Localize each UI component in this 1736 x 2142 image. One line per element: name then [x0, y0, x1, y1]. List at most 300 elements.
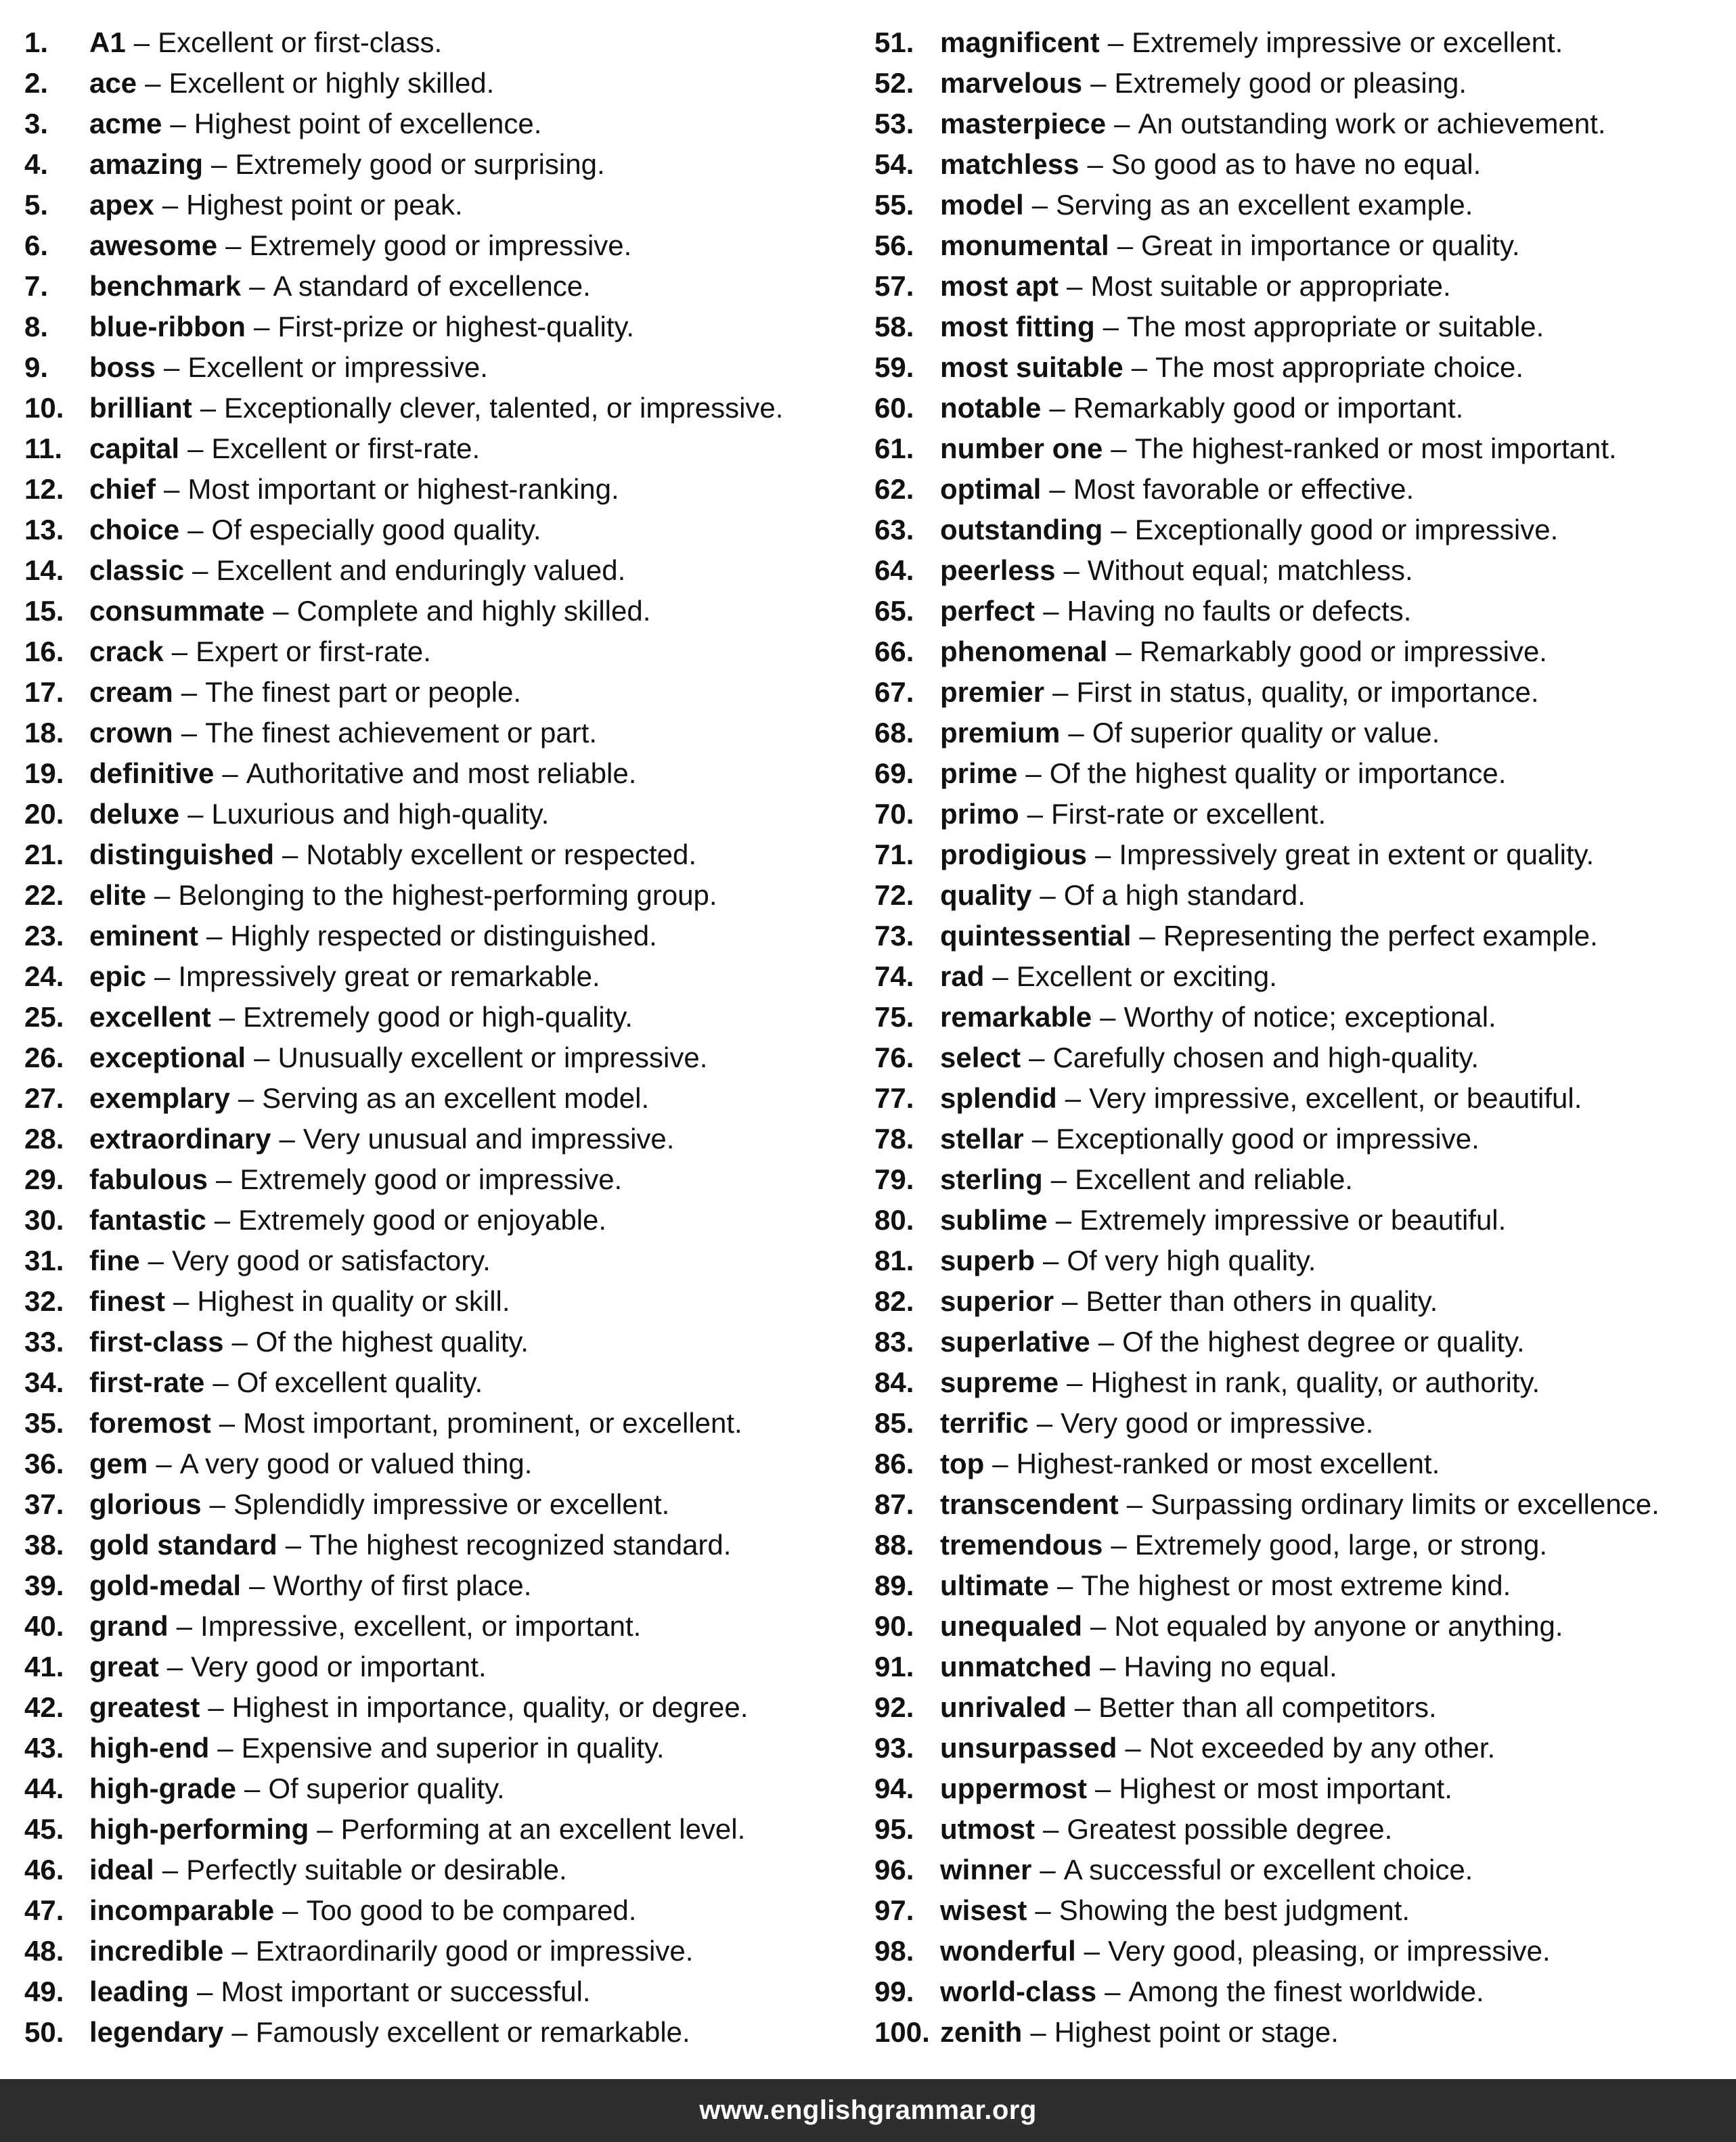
item-separator: –	[176, 1610, 193, 1642]
item-separator: –	[1049, 392, 1065, 424]
list-item	[24, 225, 857, 266]
item-word: glorious	[89, 1488, 202, 1520]
item-number: 13.	[24, 514, 64, 545]
item-definition: Without equal; matchless.	[1087, 554, 1413, 586]
item-separator: –	[273, 595, 289, 627]
item-definition: Better than all competitors.	[1098, 1691, 1437, 1723]
item-number: 77.	[874, 1082, 914, 1114]
item-number: 22.	[24, 879, 64, 911]
item-number: 16.	[24, 635, 64, 667]
list-item	[874, 1362, 1727, 1403]
item-definition: Very good or impressive.	[1061, 1407, 1374, 1439]
item-separator: –	[156, 1448, 172, 1479]
item-word: crown	[89, 717, 173, 749]
item-separator: –	[1043, 1813, 1059, 1845]
list-item	[874, 510, 1727, 550]
item-separator: –	[181, 676, 198, 708]
list-item	[24, 713, 857, 753]
item-separator: –	[254, 1042, 270, 1073]
item-number: 30.	[24, 1204, 64, 1236]
item-separator: –	[214, 1204, 231, 1236]
item-word: wisest	[940, 1894, 1027, 1926]
item-word: superb	[940, 1245, 1036, 1276]
item-word: eminent	[89, 920, 199, 952]
item-definition: Great in importance or quality.	[1141, 229, 1520, 261]
item-number: 18.	[24, 717, 64, 749]
item-number: 29.	[24, 1163, 64, 1195]
item-separator: –	[219, 1001, 236, 1033]
item-definition: Worthy of notice; exceptional.	[1123, 1001, 1496, 1033]
item-definition: Serving as an excellent model.	[262, 1082, 650, 1114]
item-definition: Better than others in quality.	[1086, 1285, 1438, 1317]
item-word: blue-ribbon	[89, 311, 246, 342]
item-definition: Impressive, excellent, or important.	[200, 1610, 642, 1642]
item-separator: –	[249, 1569, 265, 1601]
item-separator: –	[285, 1529, 302, 1561]
item-definition: Very good or satisfactory.	[172, 1245, 491, 1276]
item-word: wonderful	[940, 1935, 1076, 1967]
item-separator: –	[1063, 554, 1080, 586]
item-number: 87.	[874, 1488, 914, 1520]
item-separator: –	[154, 879, 171, 911]
item-number: 100.	[874, 2016, 930, 2048]
list-item	[24, 753, 857, 794]
item-number: 27.	[24, 1082, 64, 1114]
list-item	[24, 997, 857, 1037]
item-definition: Impressively great in extent or quality.	[1119, 839, 1595, 870]
item-definition: Remarkably good or impressive.	[1139, 635, 1547, 667]
item-separator: –	[1043, 595, 1059, 627]
item-definition: Having no equal.	[1123, 1651, 1337, 1682]
item-word: top	[940, 1448, 985, 1479]
item-word: ultimate	[940, 1569, 1050, 1601]
item-definition: Carefully chosen and high-quality.	[1052, 1042, 1479, 1073]
item-definition: Most important or successful.	[221, 1976, 591, 2007]
item-definition: First-rate or excellent.	[1051, 798, 1327, 830]
list-item	[24, 307, 857, 347]
item-word: rad	[940, 960, 985, 992]
list-item	[24, 388, 857, 428]
item-number: 37.	[24, 1488, 64, 1520]
item-word: splendid	[940, 1082, 1057, 1114]
list-item	[24, 185, 857, 225]
item-definition: Of superior quality or value.	[1092, 717, 1440, 749]
list-item	[874, 266, 1727, 307]
item-word: ace	[89, 67, 137, 99]
item-definition: Showing the best judgment.	[1059, 1894, 1410, 1926]
item-separator: –	[1126, 1488, 1143, 1520]
item-separator: –	[1111, 432, 1127, 464]
item-word: capital	[89, 432, 180, 464]
list-item	[874, 916, 1727, 956]
item-definition: Excellent or impressive.	[187, 351, 488, 383]
item-number: 62.	[874, 473, 914, 505]
item-word: model	[940, 189, 1024, 221]
list-item	[874, 1484, 1727, 1525]
item-definition: Surpassing ordinary limits or excellence.	[1151, 1488, 1660, 1520]
item-definition: Of the highest degree or quality.	[1122, 1326, 1525, 1358]
item-number: 46.	[24, 1854, 64, 1886]
item-separator: –	[1094, 839, 1111, 870]
item-number: 99.	[874, 1976, 914, 2007]
item-word: incomparable	[89, 1894, 275, 1926]
item-separator: –	[208, 1691, 224, 1723]
item-definition: Expert or first-rate.	[196, 635, 431, 667]
item-definition: Very impressive, excellent, or beautiful.	[1089, 1082, 1582, 1114]
item-definition: Extremely good or surprising.	[235, 148, 605, 180]
item-separator: –	[187, 514, 204, 545]
item-number: 84.	[874, 1366, 914, 1398]
item-definition: Highest point of excellence.	[194, 108, 542, 139]
item-word: premium	[940, 717, 1061, 749]
item-separator: –	[213, 1366, 229, 1398]
item-separator: –	[197, 1976, 213, 2007]
item-separator: –	[171, 635, 188, 667]
item-word: grand	[89, 1610, 169, 1642]
item-definition: Extraordinarily good or impressive.	[255, 1935, 694, 1967]
item-word: elite	[89, 879, 147, 911]
list-item	[24, 794, 857, 834]
item-definition: Exceptionally good or impressive.	[1056, 1123, 1479, 1155]
list-item	[874, 1647, 1727, 1687]
item-definition: Not exceeded by any other.	[1149, 1732, 1496, 1764]
item-number: 6.	[24, 229, 49, 261]
list-item	[24, 1444, 857, 1484]
list-item	[24, 1078, 857, 1119]
item-number: 15.	[24, 595, 64, 627]
list-item	[874, 1850, 1727, 1890]
list-item	[24, 1525, 857, 1565]
item-number: 61.	[874, 432, 914, 464]
item-separator: –	[279, 1123, 295, 1155]
item-number: 85.	[874, 1407, 914, 1439]
list-item	[874, 1119, 1727, 1159]
item-definition: Among the finest worldwide.	[1128, 1976, 1484, 2007]
item-word: winner	[940, 1854, 1032, 1886]
list-item	[874, 753, 1727, 794]
list-item	[24, 469, 857, 510]
list-item	[24, 672, 857, 713]
item-word: distinguished	[89, 839, 274, 870]
item-word: high-performing	[89, 1813, 309, 1845]
list-item	[874, 1606, 1727, 1647]
item-separator: –	[1067, 1366, 1083, 1398]
item-definition: The highest recognized standard.	[309, 1529, 732, 1561]
item-word: stellar	[940, 1123, 1024, 1155]
item-definition: A standard of excellence.	[273, 270, 591, 302]
item-number: 26.	[24, 1042, 64, 1073]
list-item	[24, 1647, 857, 1687]
item-word: boss	[89, 351, 156, 383]
item-number: 3.	[24, 108, 49, 139]
item-word: amazing	[89, 148, 204, 180]
item-definition: Exceptionally good or impressive.	[1134, 514, 1559, 545]
item-word: peerless	[940, 554, 1056, 586]
item-word: gold standard	[89, 1529, 277, 1561]
item-number: 82.	[874, 1285, 914, 1317]
list-item	[874, 1890, 1727, 1931]
list-item	[24, 22, 857, 63]
item-number: 93.	[874, 1732, 914, 1764]
item-separator: –	[206, 920, 223, 952]
item-word: number one	[940, 432, 1103, 464]
item-separator: –	[1040, 879, 1056, 911]
item-number: 49.	[24, 1976, 64, 2007]
list-item	[874, 185, 1727, 225]
list-item	[874, 1525, 1727, 1565]
item-separator: –	[148, 1245, 164, 1276]
item-separator: –	[238, 1082, 254, 1114]
item-word: brilliant	[89, 392, 192, 424]
item-separator: –	[154, 960, 171, 992]
item-definition: Too good to be compared.	[306, 1894, 637, 1926]
item-word: first-class	[89, 1326, 224, 1358]
item-number: 60.	[874, 392, 914, 424]
list-item	[24, 1971, 857, 2012]
list-item	[24, 1281, 857, 1322]
list-item	[874, 1200, 1727, 1241]
item-word: masterpiece	[940, 108, 1107, 139]
item-definition: Excellent or first-class.	[158, 26, 443, 58]
item-word: terrific	[940, 1407, 1029, 1439]
item-separator: –	[1036, 1407, 1053, 1439]
item-number: 98.	[874, 1935, 914, 1967]
list-item	[24, 1200, 857, 1241]
item-number: 59.	[874, 351, 914, 383]
footer-bar	[0, 2079, 1736, 2142]
item-number: 83.	[874, 1326, 914, 1358]
item-separator: –	[1125, 1732, 1141, 1764]
item-separator: –	[219, 1407, 236, 1439]
item-definition: Highest point or stage.	[1054, 2016, 1339, 2048]
item-word: exemplary	[89, 1082, 230, 1114]
list-item	[874, 875, 1727, 916]
item-separator: –	[231, 1326, 248, 1358]
item-number: 4.	[24, 148, 49, 180]
item-definition: Extremely good, large, or strong.	[1134, 1529, 1548, 1561]
item-separator: –	[1050, 1163, 1067, 1195]
list-item	[874, 1281, 1727, 1322]
item-definition: Performing at an excellent level.	[340, 1813, 746, 1845]
item-word: unequaled	[940, 1610, 1083, 1642]
item-word: exceptional	[89, 1042, 246, 1073]
item-definition: The most appropriate or suitable.	[1126, 311, 1544, 342]
list-item	[874, 1403, 1727, 1444]
item-number: 36.	[24, 1448, 64, 1479]
item-word: cream	[89, 676, 173, 708]
item-separator: –	[1107, 26, 1124, 58]
item-word: classic	[89, 554, 185, 586]
item-separator: –	[162, 189, 179, 221]
item-definition: Of very high quality.	[1067, 1245, 1316, 1276]
item-number: 50.	[24, 2016, 64, 2048]
list-item	[874, 1728, 1727, 1768]
item-definition: A successful or excellent choice.	[1063, 1854, 1473, 1886]
list-item	[24, 1403, 857, 1444]
item-number: 86.	[874, 1448, 914, 1479]
item-number: 70.	[874, 798, 914, 830]
item-word: unsurpassed	[940, 1732, 1117, 1764]
item-number: 78.	[874, 1123, 914, 1155]
item-number: 88.	[874, 1529, 914, 1561]
item-separator: –	[1139, 920, 1155, 952]
item-separator: –	[216, 1163, 232, 1195]
list-item	[24, 428, 857, 469]
item-number: 52.	[874, 67, 914, 99]
item-definition: Highest in importance, quality, or degree.	[231, 1691, 749, 1723]
item-number: 8.	[24, 311, 49, 342]
item-word: extraordinary	[89, 1123, 271, 1155]
item-number: 10.	[24, 392, 64, 424]
item-number: 31.	[24, 1245, 64, 1276]
item-number: 39.	[24, 1569, 64, 1601]
item-word: utmost	[940, 1813, 1035, 1845]
item-number: 41.	[24, 1651, 64, 1682]
list-item	[874, 388, 1727, 428]
item-separator: –	[173, 1285, 190, 1317]
list-item	[874, 2012, 1727, 2053]
item-word: fine	[89, 1245, 140, 1276]
item-separator: –	[1030, 2016, 1046, 2048]
item-word: outstanding	[940, 514, 1103, 545]
item-number: 55.	[874, 189, 914, 221]
item-definition: Extremely impressive or excellent.	[1132, 26, 1563, 58]
item-definition: Extremely impressive or beautiful.	[1080, 1204, 1507, 1236]
item-word: ideal	[89, 1854, 154, 1886]
item-number: 68.	[874, 717, 914, 749]
item-word: fantastic	[89, 1204, 206, 1236]
list-item	[874, 997, 1727, 1037]
item-definition: Not equaled by anyone or anything.	[1114, 1610, 1563, 1642]
item-definition: Notably excellent or respected.	[306, 839, 696, 870]
item-separator: –	[992, 1448, 1008, 1479]
item-number: 91.	[874, 1651, 914, 1682]
item-word: epic	[89, 960, 147, 992]
item-separator: –	[1090, 67, 1107, 99]
item-number: 69.	[874, 757, 914, 789]
item-definition: A very good or valued thing.	[179, 1448, 533, 1479]
item-number: 33.	[24, 1326, 64, 1358]
item-definition: The highest or most extreme kind.	[1081, 1569, 1511, 1601]
item-definition: Highest in rank, quality, or authority.	[1090, 1366, 1540, 1398]
list-item	[24, 631, 857, 672]
item-separator: –	[187, 798, 204, 830]
item-definition: Very good or important.	[191, 1651, 487, 1682]
item-number: 24.	[24, 960, 64, 992]
item-number: 74.	[874, 960, 914, 992]
item-number: 71.	[874, 839, 914, 870]
item-definition: Expensive and superior in quality.	[241, 1732, 665, 1764]
item-definition: Most important or highest-ranking.	[187, 473, 619, 505]
item-definition: Excellent and enduringly valued.	[216, 554, 626, 586]
item-definition: Unusually excellent or impressive.	[277, 1042, 708, 1073]
list-item	[874, 1971, 1727, 2012]
item-separator: –	[1043, 1245, 1059, 1276]
list-item	[874, 1159, 1727, 1200]
item-word: definitive	[89, 757, 215, 789]
item-definition: Extremely good or enjoyable.	[238, 1204, 607, 1236]
list-item	[24, 1119, 857, 1159]
list-item	[874, 1037, 1727, 1078]
item-separator: –	[1090, 1610, 1107, 1642]
list-item	[24, 875, 857, 916]
item-definition: Of especially good quality.	[211, 514, 541, 545]
list-item	[874, 1809, 1727, 1850]
list-item	[24, 550, 857, 591]
item-separator: –	[1065, 1082, 1082, 1114]
item-separator: –	[222, 757, 238, 789]
item-word: benchmark	[89, 270, 242, 302]
item-separator: –	[1025, 757, 1042, 789]
item-separator: –	[1067, 270, 1083, 302]
item-definition: Excellent or highly skilled.	[169, 67, 495, 99]
list-item	[874, 63, 1727, 104]
item-word: sublime	[940, 1204, 1048, 1236]
item-separator: –	[992, 960, 1008, 992]
list-item	[24, 1850, 857, 1890]
list-item	[24, 591, 857, 631]
list-item	[874, 469, 1727, 510]
item-number: 54.	[874, 148, 914, 180]
item-definition: Authoritative and most reliable.	[246, 757, 637, 789]
item-word: phenomenal	[940, 635, 1108, 667]
list-item	[24, 1322, 857, 1362]
list-item	[874, 1565, 1727, 1606]
item-definition: Extremely good or impressive.	[249, 229, 632, 261]
item-word: tremendous	[940, 1529, 1103, 1561]
item-separator: –	[1040, 1854, 1056, 1886]
item-separator: –	[166, 1651, 183, 1682]
item-definition: Luxurious and high-quality.	[211, 798, 550, 830]
list-item	[874, 956, 1727, 997]
item-word: deluxe	[89, 798, 180, 830]
item-separator: –	[181, 717, 198, 749]
item-separator: –	[200, 392, 217, 424]
item-number: 21.	[24, 839, 64, 870]
item-separator: –	[1098, 1326, 1115, 1358]
item-word: high-grade	[89, 1772, 236, 1804]
item-word: zenith	[940, 2016, 1023, 2048]
item-number: 56.	[874, 229, 914, 261]
item-definition: Of a high standard.	[1063, 879, 1306, 911]
item-definition: Highest or most important.	[1119, 1772, 1452, 1804]
item-separator: –	[1055, 1204, 1072, 1236]
list-item	[874, 1768, 1727, 1809]
item-separator: –	[209, 1488, 226, 1520]
item-definition: The finest achievement or part.	[205, 717, 598, 749]
list-item	[24, 1241, 857, 1281]
item-separator: –	[1095, 1772, 1111, 1804]
list-item	[24, 1606, 857, 1647]
item-word: gold-medal	[89, 1569, 242, 1601]
item-definition: Very good, pleasing, or impressive.	[1108, 1935, 1551, 1967]
item-number: 20.	[24, 798, 64, 830]
item-number: 76.	[874, 1042, 914, 1073]
item-word: perfect	[940, 595, 1036, 627]
item-number: 38.	[24, 1529, 64, 1561]
item-number: 47.	[24, 1894, 64, 1926]
item-separator: –	[249, 270, 265, 302]
item-word: superlative	[940, 1326, 1090, 1358]
list-item	[24, 1565, 857, 1606]
item-definition: The highest-ranked or most important.	[1134, 432, 1617, 464]
item-number: 51.	[874, 26, 914, 58]
item-word: greatest	[89, 1691, 200, 1723]
item-definition: Highest point or peak.	[186, 189, 463, 221]
item-number: 66.	[874, 635, 914, 667]
item-number: 7.	[24, 270, 49, 302]
item-separator: –	[192, 554, 208, 586]
